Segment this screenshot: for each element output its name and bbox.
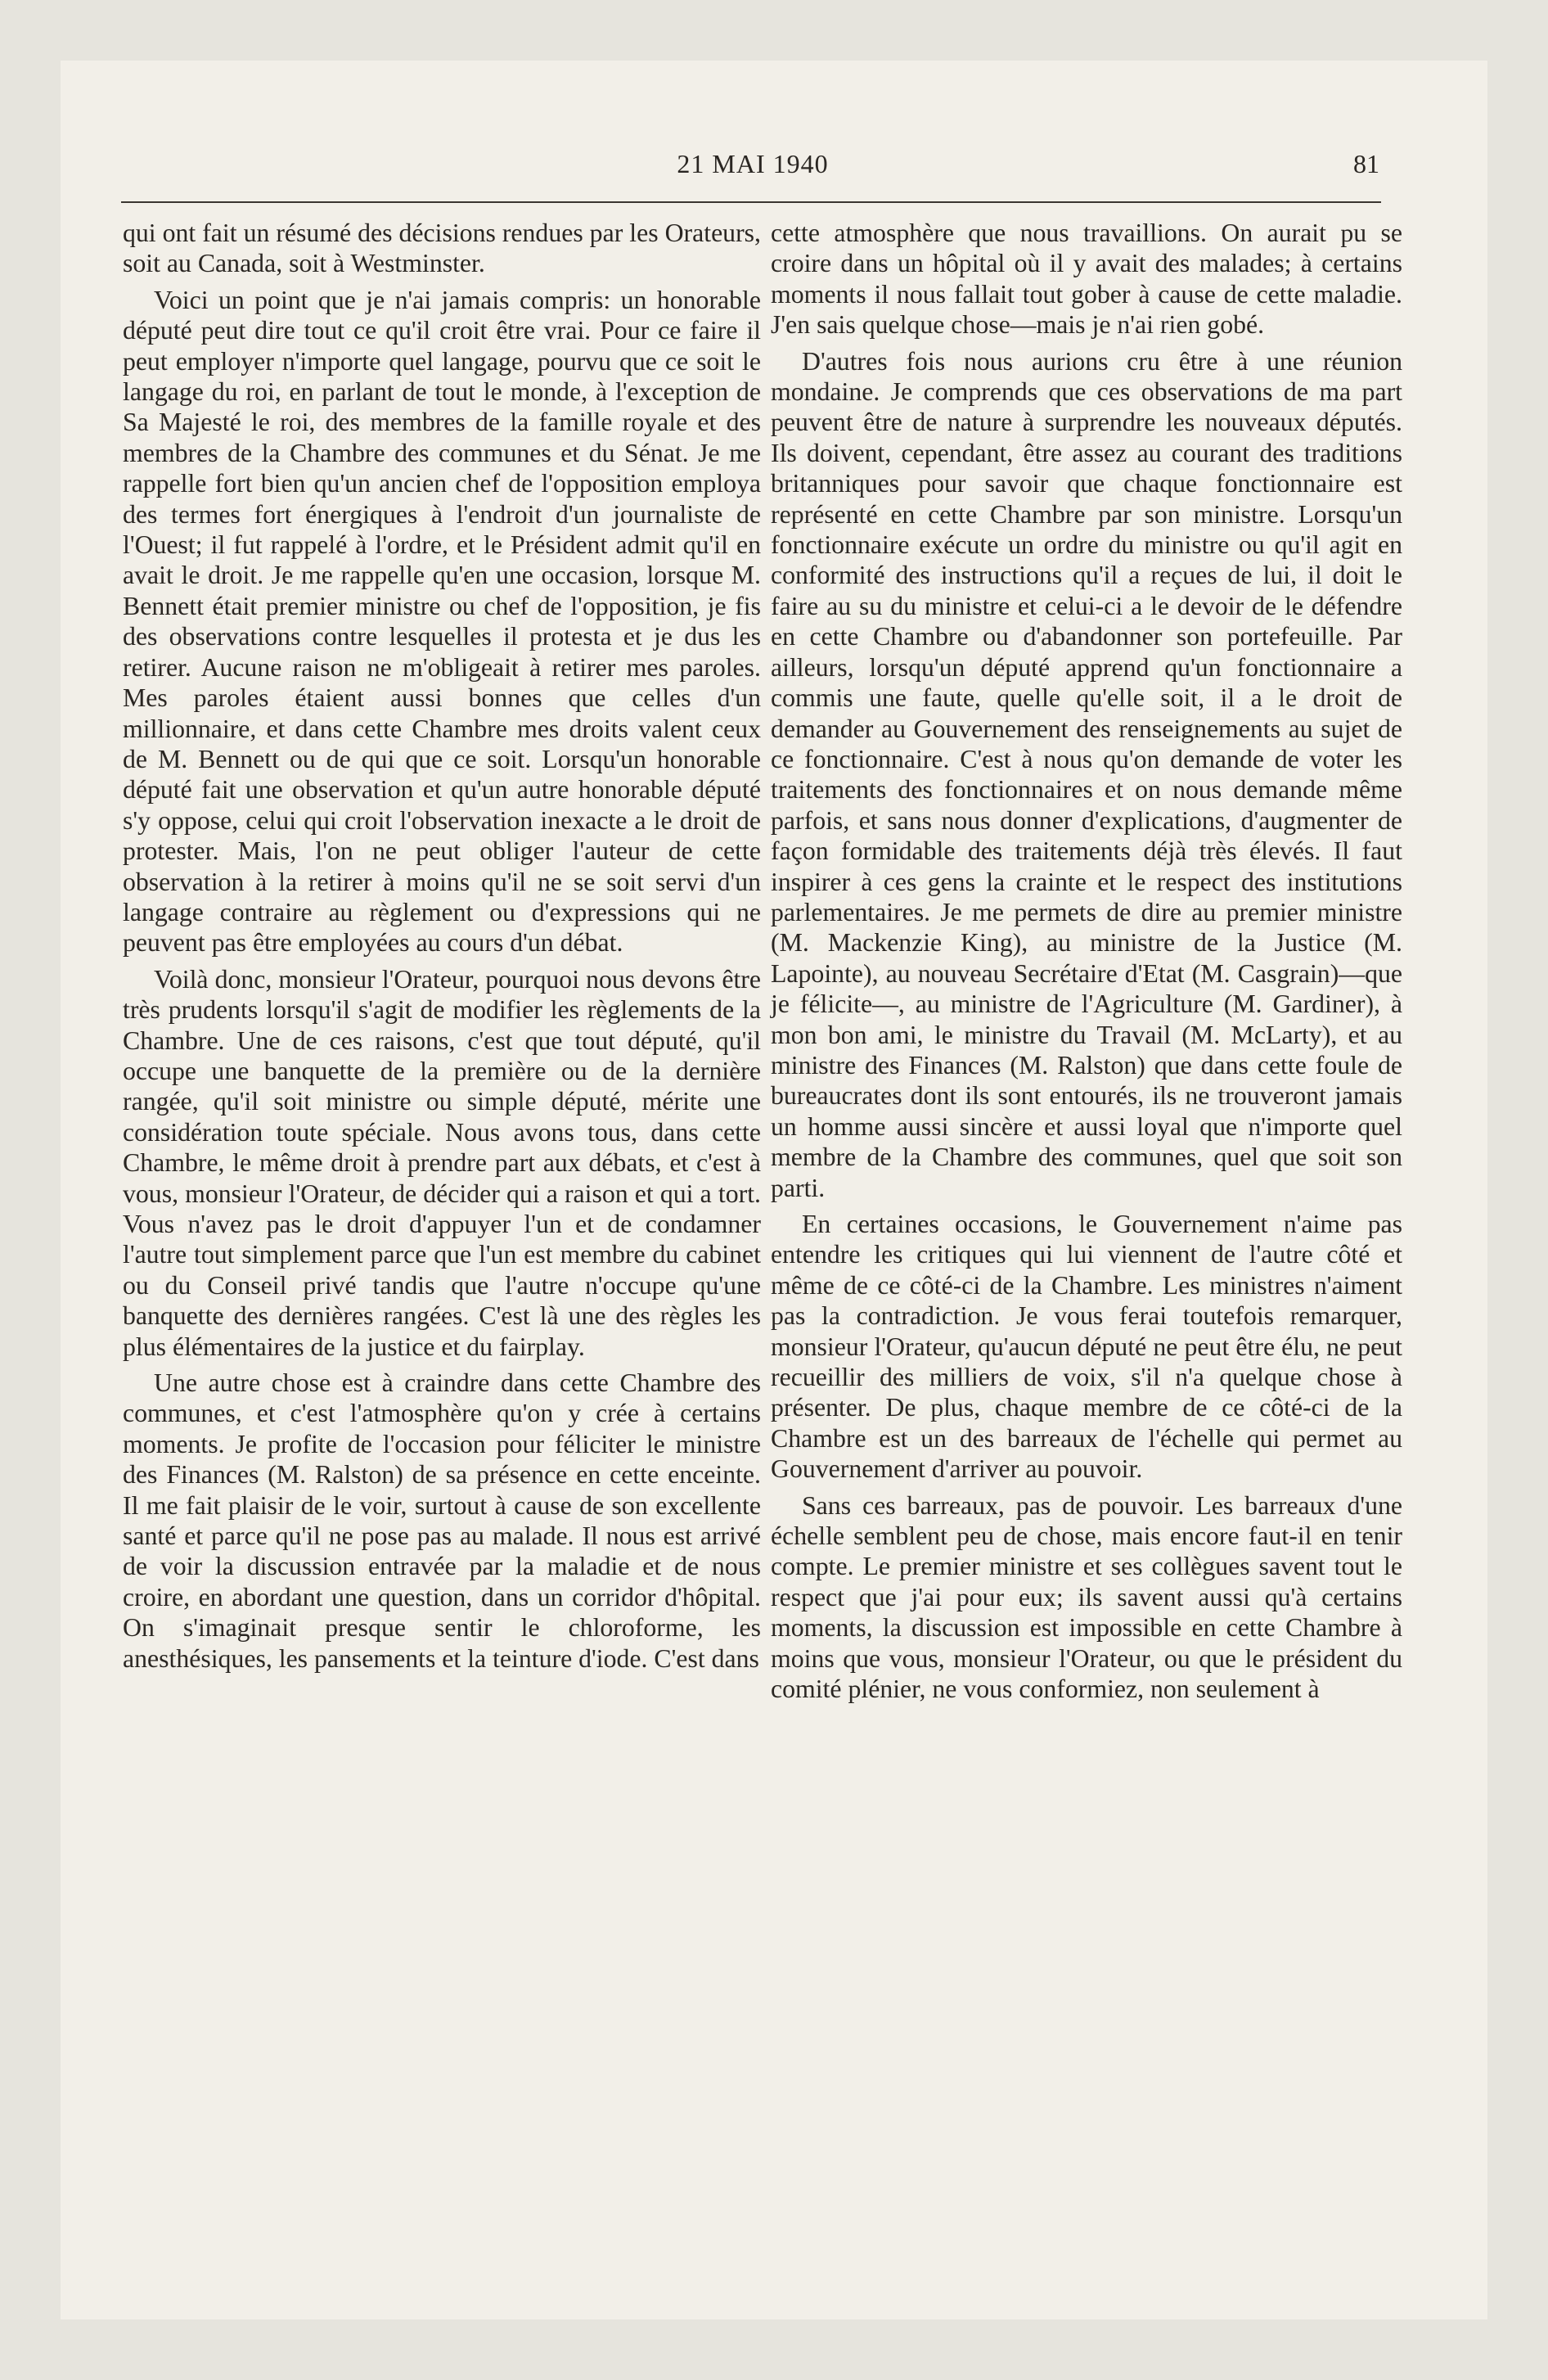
right-column	[771, 218, 1402, 1711]
paragraph: cette atmosphère que nous travaillions. On aurait pu se croire dans un hôpital où il y avait des malades; à certains moments il nous fallait tout gober à cause de cette maladie. J'en sais quelque chose—mais je n'ai rien gobé.	[771, 219, 1402, 340]
paragraph: Voici un point que je n'ai jamais compris: un honorable député peut dire tout ce qu'il croit être vrai. Pour ce faire il peut employer n'importe quel langage, pourvu que ce soit le langage du roi, en parlant de tout le monde, à l'exception de Sa Majesté le roi, des membres de la famille royale et des membres de la Chambre des communes et du Sénat. Je me rappelle fort bien qu'un ancien chef de l'opposition employa des termes fort énergiques à l'endroit d'un journaliste de l'Ouest; il fut rappelé à l'ordre, et le Président admit qu'il en avait le droit. Je me rappelle qu'en une occasion, lorsque M. Bennett était premier ministre ou chef de l'opposition, je fis des observations contre lesquelles il protesta et je dus les retirer. Aucune raison ne m'obligeait à retirer mes paroles. Mes paroles étaient aussi bonnes que celles d'un millionnaire, et dans cette Chambre mes droits valent ceux de M. Bennett ou de qui que ce soit. Lorsqu'un honorable député fait une observation et qu'un autre honorable député s'y oppose, celui qui croit l'observation inexacte a le droit de protester. Mais, l'on ne peut obliger l'auteur de cette observation à la retirer à moins qu'il ne se soit servi d'un langage contraire au règlement ou d'expressions qui ne peuvent pas être employées au cours d'un débat.	[123, 285, 761, 958]
page-number: 81	[1353, 149, 1379, 178]
left-column	[123, 218, 761, 1679]
header-date: 21 MAI 1940	[677, 149, 829, 178]
page-header	[126, 149, 1379, 192]
paragraph: qui ont fait un résumé des décisions rendues par les Orateurs, soit au Canada, soit à Westminster.	[123, 219, 761, 278]
paragraph: En certaines occasions, le Gouvernement n'aime pas entendre les critiques qui lui viennent de l'autre côté et même de ce côté-ci de la Chambre. Les ministres n'aiment pas la contradiction. Je vous ferai toutefois remarquer, monsieur l'Orateur, qu'aucun député ne peut être élu, ne peut recueillir des milliers de voix, s'il n'a quelque chose à présenter. De plus, chaque membre de ce côté-ci de la Chambre est un des barreaux de l'échelle qui permet au Gouvernement d'arriver au pouvoir.	[771, 1210, 1402, 1484]
paragraph: Voilà donc, monsieur l'Orateur, pourquoi nous devons être très prudents lorsqu'il s'agit de modifier les règlements de la Chambre. Une de ces raisons, c'est que tout député, qu'il occupe une banquette de la première ou de la dernière rangée, qu'il soit ministre ou simple député, mérite une considération toute spéciale. Nous avons tous, dans cette Chambre, le même droit à prendre part aux débats, et c'est à vous, monsieur l'Orateur, de décider qui a raison et qui a tort. Vous n'avez pas le droit d'appuyer l'un et de condamner l'autre tout simplement parce que l'un est membre du cabinet ou du Conseil privé tandis que l'autre n'occupe qu'une banquette des dernières rangées. C'est là une des règles les plus élémentaires de la justice et du fairplay.	[123, 964, 761, 1361]
paragraph: Sans ces barreaux, pas de pouvoir. Les barreaux d'une échelle semblent peu de chose, mais encore faut-il en tenir compte. Le premier ministre et ses collègues savent tout le respect que j'ai pour eux; ils savent aussi qu'à certains moments, la discussion est impossible en cette Chambre à moins que vous, monsieur l'Orateur, ou que le président du comité plénier, ne vous conformiez, non seulement à	[771, 1490, 1402, 1704]
paragraph: D'autres fois nous aurions cru être à une réunion mondaine. Je comprends que ces observations de ma part peuvent être de nature à surprendre les nouveaux députés. Ils doivent, cependant, être assez au courant des traditions britanniques pour savoir que chaque fonctionnaire est représenté en cette Chambre par son ministre. Lorsqu'un fonctionnaire exécute un ordre du ministre ou qu'il agit en conformité des instructions qu'il a reçues de lui, il doit le faire au su du ministre et celui-ci a le devoir de le défendre en cette Chambre ou d'abandonner son portefeuille. Par ailleurs, lorsqu'un député apprend qu'un fonctionnaire a commis une faute, quelle qu'elle soit, il a le droit de demander au Gouvernement des renseignements au sujet de ce fonctionnaire. C'est à nous qu'on demande de voter les traitements des fonctionnaires et on nous demande même parfois, et sans nous donner d'explications, d'augmenter de façon formidable des traitements déjà très élevés. Il faut inspirer à ces gens la crainte et le respect des institutions parlementaires. Je me permets de dire au premier ministre (M. Mackenzie King), au ministre de la Justice (M. Lapointe), au nouveau Secrétaire d'Etat (M. Casgrain)—que je félicite—, au ministre de l'Agriculture (M. Gardiner), à mon bon ami, le ministre du Travail (M. McLarty), et au ministre des Finances (M. Ralston) que dans cette foule de bureaucrates dont ils sont entourés, ils ne trouveront jamais un homme aussi sincère et aussi loyal que n'importe quel membre de la Chambre des communes, quel que soit son parti.	[771, 346, 1402, 1202]
header-rule	[121, 201, 1381, 203]
paragraph: Une autre chose est à craindre dans cette Chambre des communes, et c'est l'atmosphère qu'on y crée à certains moments. Je profite de l'occasion pour féliciter le ministre des Finances (M. Ralston) de sa présence en cette enceinte. Il me fait plaisir de le voir, surtout à cause de son excellente santé et parce qu'il ne pose pas au malade. Il nous est arrivé de voir la discussion entravée par la maladie et de nous croire, en abordant une question, dans un corridor d'hôpital. On s'imaginait presque sentir le chloroforme, les anesthésiques, les pansements et la teinture d'iode. C'est dans	[123, 1368, 761, 1673]
